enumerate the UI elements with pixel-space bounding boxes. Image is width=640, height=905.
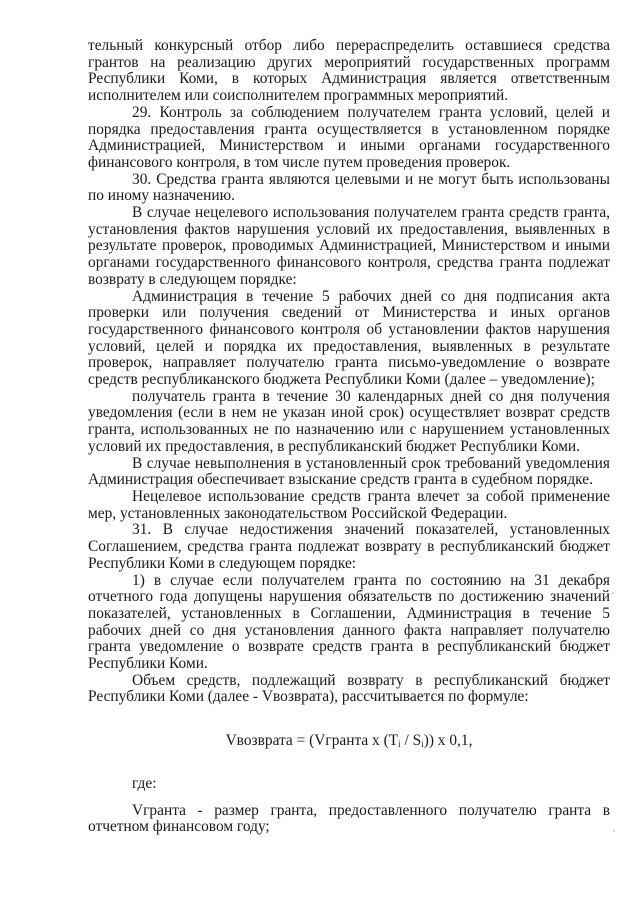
paragraph-29-control: 29. Контроль за соблюдением получателем гранта условий, целей и порядка предоставления гранта осуществляется в установленном порядке Администрацией, Министерством и иными органами государственного финансового контроля, в том числе путем проведения проверок. — [88, 103, 610, 171]
return-formula — [88, 733, 610, 750]
scan-speck — [613, 830, 615, 832]
paragraph-31-item-1: 1) в случае если получателем гранта по состоянию на 31 декабря отчетного года допущены нарушения обязательств по достижению значений показателей, установленных в Соглашении, Администрация в течение 5 рабочих дней со дня установления данного факта направляет получателю гранта уведомление о возврате средств гранта в республиканский бюджет Республики Коми. — [88, 571, 610, 673]
formula-lhs: Vвозврата — [225, 732, 293, 750]
paragraph-continuation: тельный конкурсный отбор либо перераспределить оставшиеся средства грантов на реализацию других мероприятий государственных программ Республики Коми, в которых Администрация является ответственным исполнителем или соисполнителем программных мероприятий. — [88, 37, 610, 105]
paragraph-30-purpose: 30. Средства гранта являются целевыми и не могут быть использованы по иному назначению. — [88, 170, 610, 205]
document-page — [88, 38, 610, 836]
formula-mid: / S — [400, 732, 422, 750]
formula-rhs: )) x 0,1, — [423, 732, 473, 750]
definition-v-grant: Vгранта - размер гранта, предоставленного получателю гранта в отчетном финансовом году; — [88, 801, 610, 836]
formula-sub-t: i — [398, 739, 401, 750]
paragraph-31-indicators: 31. В случае недостижения значений показателей, установленных Соглашением, средства гранта подлежат возврату в республиканский бюджет Республики Коми в следующем порядке: — [88, 521, 610, 572]
scan-speck — [612, 592, 614, 594]
where-label: где: — [132, 774, 157, 792]
paragraph-31-volume: Объем средств, подлежащий возврату в республиканский бюджет Республики Коми (далее - Vвозврата), рассчитывается по формуле: — [88, 671, 610, 706]
paragraph-30-court: В случае невыполнения в установленный срок требований уведомления Администрация обеспечивает взыскание средств гранта в судебном порядке. — [88, 454, 610, 489]
paragraph-30-admin-notice: Администрация в течение 5 рабочих дней со дня подписания акта проверки или получения сведений от Министерства и иных органов государственного финансового контроля об установлении фактов нарушения условий, целей и порядка их предоставления, выявленных в результате проверок, направляет получателю гранта письмо-уведомление о возврате средств республиканского бюджета Республики Коми (далее – уведомление); — [88, 287, 610, 389]
formula-sub-s: i — [421, 739, 424, 750]
paragraph-30-recipient-return: получатель гранта в течение 30 календарных дней со дня получения уведомления (если в нем не указан иной срок) осуществляет возврат средств гранта, использованных не по назначению или с нарушением установленных условий их предоставления, в республиканский бюджет Республики Коми. — [88, 387, 610, 455]
paragraph-30-misuse: В случае нецелевого использования получателем гранта средств гранта, установления фактов нарушения условий их предоставления, выявленных в результате проверок, проводимых Администрацией, Министерством и иными органами государственного финансового контроля, средства гранта подлежат возврату в следующем порядке: — [88, 204, 610, 288]
formula-eq: = (Vгранта x (T — [292, 732, 399, 750]
paragraph-30-liability: Нецелевое использование средств гранта влечет за собой применение мер, установленных законодательством Российской Федерации. — [88, 487, 610, 522]
